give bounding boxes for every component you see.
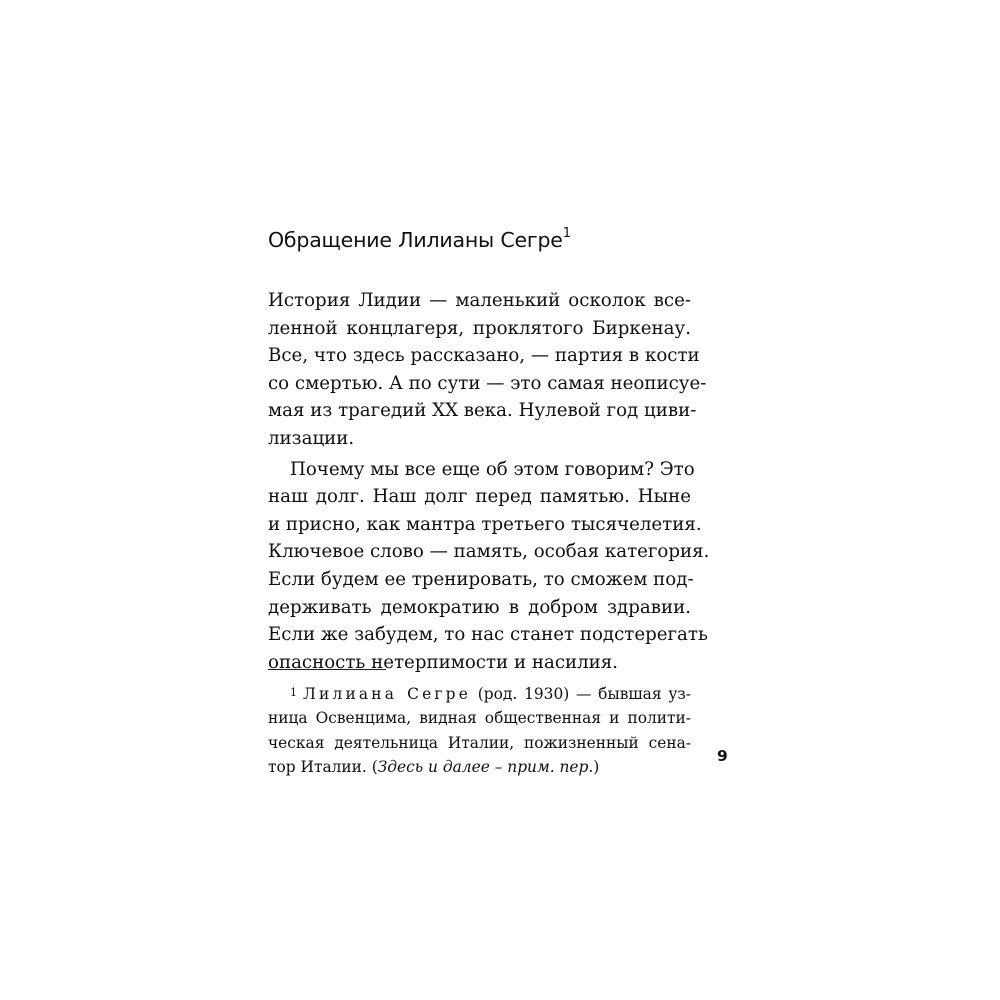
text-line: держивать демократию в добром здравии. bbox=[268, 596, 691, 618]
footnote-divider bbox=[268, 669, 386, 670]
text-line: Ключевое слово — память, особая категория. bbox=[268, 541, 710, 563]
footnote-line: ница Освенцима, видная общественная и полити- bbox=[268, 709, 691, 728]
footnote-line bbox=[268, 755, 691, 779]
text-line: со смертью. А по сути — это самая неописуе- bbox=[268, 372, 707, 394]
text-line: ленной концлагеря, проклятого Биркенау. bbox=[268, 317, 691, 339]
text-line: опасность нетерпимости и насилия. bbox=[268, 651, 619, 673]
footnote-text: (род. 1930) — бывшая уз- bbox=[471, 685, 691, 703]
footnote-line bbox=[268, 682, 691, 706]
text-line: наш долг. Наш долг перед памятью. Ныне bbox=[268, 486, 691, 508]
paragraph bbox=[268, 456, 710, 677]
text-line: Почему мы все еще об этом говорим? Это bbox=[290, 458, 695, 480]
footnote-text: тор Италии. ( bbox=[268, 758, 378, 777]
footnote-italic-note: Здесь и далее – прим. пер. bbox=[377, 758, 594, 777]
text-line: мая из трагедий XX века. Нулевой год циви- bbox=[268, 400, 697, 422]
heading-footnote-mark: 1 bbox=[562, 226, 571, 241]
footnote-line: ческая деятельница Италии, пожизненный сена- bbox=[268, 733, 691, 752]
paragraph bbox=[268, 287, 707, 453]
text-line: лизации. bbox=[268, 427, 355, 449]
chapter-heading bbox=[268, 228, 571, 252]
footnote-person-name: Лилиана Сегре bbox=[303, 685, 472, 703]
text-line: и присно, как мантра третьего тысячелетия. bbox=[268, 513, 702, 535]
text-line: Если будем ее тренировать, то сможем под- bbox=[268, 568, 694, 590]
text-line: Если же забудем, то нас станет подстерегать bbox=[268, 624, 708, 646]
text-line: Все, что здесь рассказано, — партия в кости bbox=[268, 345, 700, 367]
footnote-text: ) bbox=[593, 758, 600, 777]
footnote bbox=[268, 682, 691, 780]
chapter-heading-text: Обращение Лилианы Сегре bbox=[268, 228, 563, 252]
body-text bbox=[268, 287, 710, 676]
text-line: История Лидии — маленький осколок все- bbox=[268, 290, 691, 311]
page-number: 9 bbox=[717, 747, 728, 765]
footnote-number: 1 bbox=[290, 686, 297, 699]
